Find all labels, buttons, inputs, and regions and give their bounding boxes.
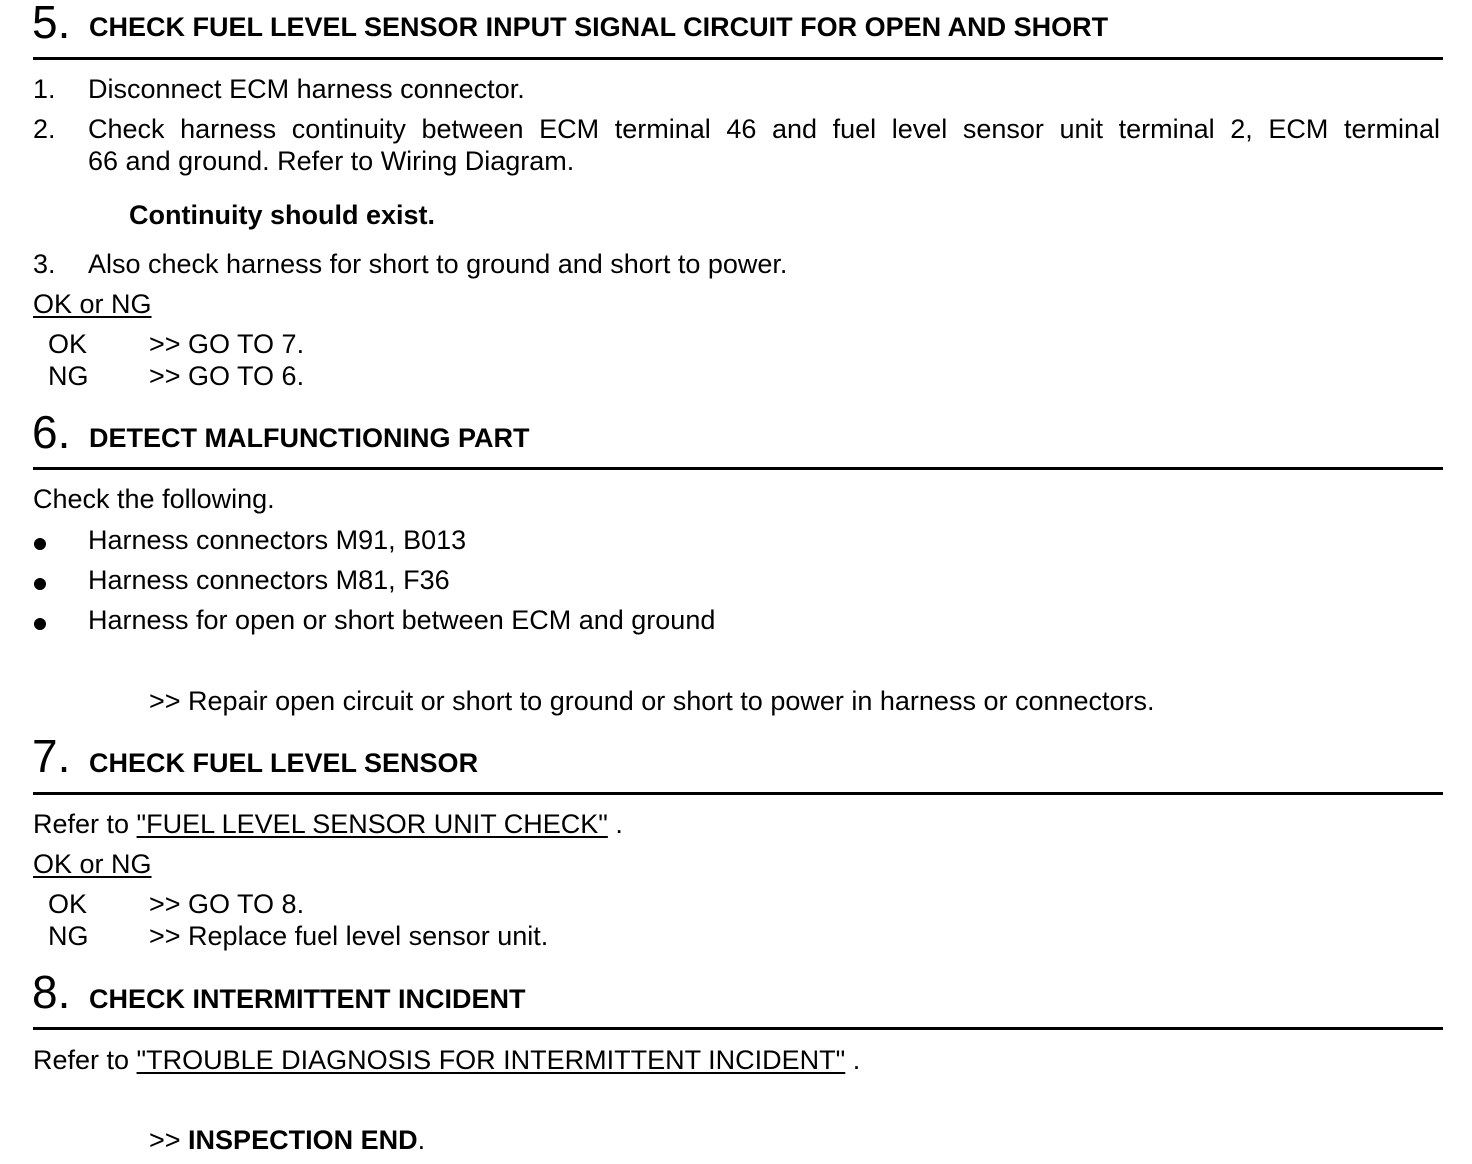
step-8-action-prefix: >>: [149, 1125, 189, 1155]
trouble-diagnosis-intermittent-link[interactable]: "TROUBLE DIAGNOSIS FOR INTERMITTENT INCIDENT": [136, 1045, 846, 1075]
step-7-divider: [33, 792, 1443, 795]
step-6-bullet-2: Harness connectors M81, F36: [88, 565, 450, 595]
step-6-bullet-1: Harness connectors M91, B013: [88, 525, 467, 555]
step-7-refer-line: [33, 808, 623, 840]
step-5-item-2-number: 2.: [33, 114, 56, 144]
step-7-ng-label: NG: [48, 921, 89, 951]
step-5-continuity-note: Continuity should exist.: [129, 200, 436, 230]
step-8-refer-line: [33, 1044, 860, 1076]
step-8-divider: [33, 1027, 1443, 1030]
step-7-refer-suffix: .: [607, 809, 623, 839]
step-5-item-1-number: 1.: [33, 74, 56, 104]
step-7-number: 7.: [32, 730, 71, 782]
step-5-ng-label: NG: [48, 361, 89, 391]
step-6-action: >> Repair open circuit or short to ground or short to power in harness or connectors.: [149, 686, 1155, 716]
step-8-refer-suffix: .: [845, 1045, 861, 1075]
step-5-item-2-text-line1: Check harness continuity between ECM terminal 46 and fuel level sensor unit terminal 2, ECM terminal: [88, 114, 1440, 144]
step-5-item-1-text: Disconnect ECM harness connector.: [88, 74, 525, 104]
step-8-title: CHECK INTERMITTENT INCIDENT: [89, 984, 526, 1014]
inspection-end-label: INSPECTION END: [188, 1125, 418, 1155]
step-5-item-3-number: 3.: [33, 249, 56, 279]
step-7-ng-action: >> Replace fuel level sensor unit.: [149, 921, 549, 951]
bullet-icon: [34, 618, 46, 630]
step-6-title: DETECT MALFUNCTIONING PART: [89, 423, 530, 453]
bullet-icon: [34, 578, 46, 590]
step-5-ok-label: OK: [48, 329, 88, 359]
step-7-title: CHECK FUEL LEVEL SENSOR: [89, 748, 479, 778]
step-5-ok-action: >> GO TO 7.: [149, 329, 305, 359]
step-6-divider: [33, 467, 1443, 470]
step-5-divider: [33, 57, 1443, 60]
step-7-ok-action: >> GO TO 8.: [149, 889, 305, 919]
step-5-item-3-text: Also check harness for short to ground and short to power.: [88, 249, 788, 279]
step-5-item-2-text-line2: 66 and ground. Refer to Wiring Diagram.: [88, 146, 575, 176]
step-5-title: CHECK FUEL LEVEL SENSOR INPUT SIGNAL CIRCUIT FOR OPEN AND SHORT: [89, 12, 1109, 42]
step-7-decision-label: OK or NG: [33, 849, 152, 879]
step-5-ng-action: >> GO TO 6.: [149, 361, 305, 391]
step-6-bullet-3: Harness for open or short between ECM and ground: [88, 605, 716, 635]
step-6-intro: Check the following.: [33, 484, 275, 514]
step-6-number: 6.: [32, 406, 71, 458]
step-5-decision-label: OK or NG: [33, 289, 152, 319]
fuel-level-sensor-unit-check-link[interactable]: "FUEL LEVEL SENSOR UNIT CHECK": [136, 809, 608, 839]
step-8-refer-prefix: Refer to: [33, 1045, 137, 1075]
step-8-action-suffix: .: [417, 1125, 426, 1155]
bullet-icon: [34, 538, 46, 550]
step-5-number: 5.: [32, 0, 71, 48]
step-7-refer-prefix: Refer to: [33, 809, 137, 839]
step-8-number: 8.: [32, 966, 71, 1018]
step-7-ok-label: OK: [48, 889, 88, 919]
step-8-action: [149, 1124, 425, 1156]
